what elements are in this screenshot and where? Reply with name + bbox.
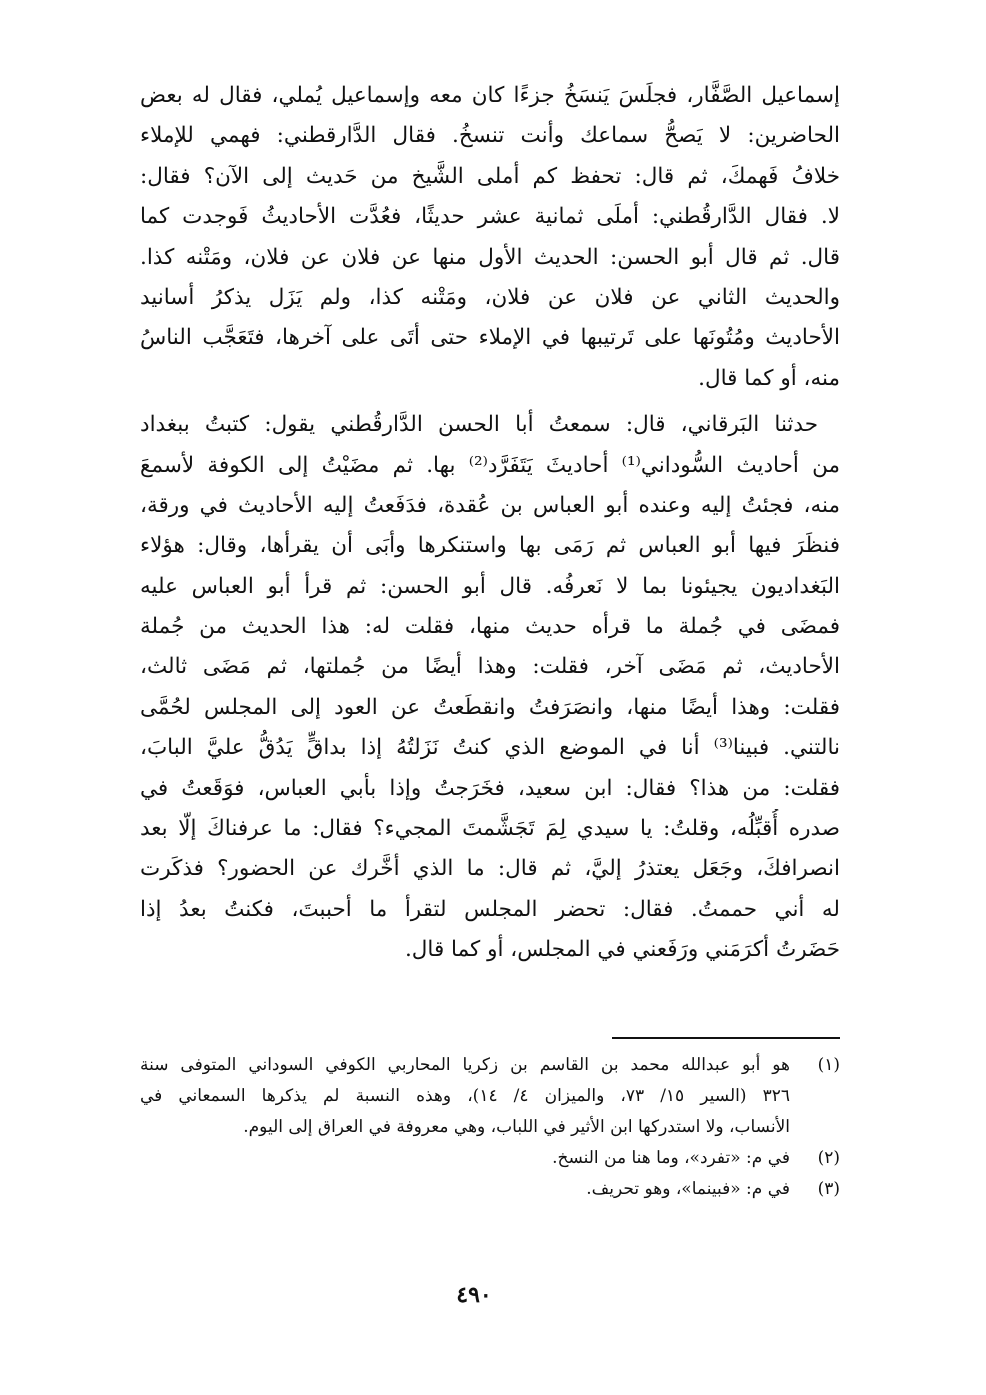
text-line: خلافُ فَهمكَ، ثم قال: تحفظ كم أملى الشَّيخ من حَديث إلى الآن؟ فقال: [140, 163, 840, 189]
text-line: الأحاديث، ثم مَضَى آخر، فقلت: وهذا أيضًا من جُملتها، ثم مَضَى ثالث، [140, 654, 840, 680]
text-line: منه، أو كما قال. [698, 365, 840, 391]
footnote-text: في م: «تفرد»، وما هنا من النسخ. [552, 1148, 790, 1168]
paragraph-1 [140, 76, 840, 399]
footnote-text: في م: «فبينما»، وهو تحريف. [586, 1179, 790, 1199]
footnote-text: ٣٢٦ (السير ١٥/ ٧٣، والميزان ٤/ ١٤)، وهذه النسبة لم يذكرها السمعاني في [140, 1086, 790, 1106]
footnote-number: (١) [817, 1055, 840, 1075]
text-line: نالتني. فبينا⁽³⁾ أنا في الموضع الذي كنتُ نَزَلتُهُ إذا بداقٍّ يَدُقُّ عليَّ البابَ، [140, 735, 840, 761]
text-line: الأحاديث ومُتُونَها على تَرتيبها في الإملاء حتى أتَى على آخرها، فتَعَجَّب الناسُ [140, 325, 840, 351]
main-text [140, 76, 840, 971]
text-line: فقلت: من هذا؟ فقال: ابن سعيد، فخَرَجتُ وإذا بأبي العباس، فوَقَعتُ في [140, 775, 840, 801]
text-line: قال. ثم قال أبو الحسن: الحديث الأول منها عن فلان عن فلان، ومَتْنه كذا. [140, 244, 840, 270]
text-line: من أحاديث السُّوداني⁽¹⁾ أحاديثَ يَتَفَرَّد⁽²⁾ بها. ثم مضَيْتُ إلى الكوفة لأسمعَ [140, 452, 840, 478]
text-line: حدثنا البَرقاني، قال: سمعتُ أبا الحسن الدَّارقُطني يقول: كتبتُ ببغداد [140, 412, 818, 438]
text-line: صدره أُقبِّلُه، وقلتُ: يا سيدي لِمَ تَجَشَّمتَ المجيء؟ فقال: ما عرفناكَ إلّا بعد [140, 816, 840, 842]
footnote-text: هو أبو عبدالله محمد بن القاسم بن زكريا المحاربي الكوفي السوداني المتوفى سنة [140, 1055, 790, 1075]
text-line: لا. فقال الدَّارقُطني: أملَى ثمانية عشر حديثًا، فعُدَّت الأحاديثُ فَوجدت كما [140, 204, 840, 230]
text-line: البَغداديون يجيئونا بما لا نَعرفُه. قال أبو الحسن: ثم قرأ أبو العباس عليه [140, 573, 840, 599]
paragraph-2 [140, 405, 840, 970]
text-line: انصرافكَ، وجَعَل يعتذرُ إليَّ، ثم قال: ما الذي أخَّرك عن الحضور؟ فذكَرت [140, 856, 840, 882]
text-line: له أني حممتُ. فقال: تحضر المجلس لتقرأ ما أحببتَ، فكنتُ بعدُ إذا [140, 896, 840, 922]
text-line: الحاضرين: لا يَصحُّ سماعك وأنت تنسخُ. فقال الدَّارقطني: فهمي للإملاء [140, 123, 840, 149]
footnote-2 [140, 1143, 840, 1174]
text-line: فنظَرَ فيها أبو العباس ثم رَمَى بها واستنكرها وأبَى أن يقرأها، وقال: هؤلاء [140, 533, 840, 559]
footnote-3 [140, 1174, 840, 1205]
footnote-number: (٣) [817, 1179, 840, 1199]
footnote-separator [612, 1037, 840, 1039]
footnote-text: الأنساب، ولا استدركها ابن الأثير في اللباب، وهي معروفة في العراق إلى اليوم. [243, 1117, 790, 1137]
text-line: إسماعيل الصَّفَّار، فجلَسَ يَنسَخُ جزءًا كان معه وإسماعيل يُملي، فقال له بعض [140, 83, 840, 108]
text-line: والحديث الثاني عن فلان عن فلان، ومَتْنه كذا، ولم يَزَل يذكرُ أسانيد [140, 284, 840, 310]
text-line: حَضَرتُ أكرَمَني ورَفَعني في المجلس، أو كما قال. [404, 937, 840, 963]
text-line: فمضَى في جُملة ما قرأه حديث منها، فقلت له: هذا الحديث من جُملة [140, 614, 840, 640]
footnote-1 [140, 1050, 840, 1143]
text-line: منه، فجئتُ إليه وعنده أبو العباس بن عُقدة، فدَفَعتُ إليه الأحاديث في ورقة، [140, 492, 840, 518]
text-line: فقلت: وهذا أيضًا منها، وانصَرَفتُ وانقطَعتُ عن العود إلى المجلس لحُمَّى [140, 694, 840, 720]
footnote-number: (٢) [817, 1148, 840, 1168]
page-number: ٤٩٠ [456, 1282, 492, 1308]
footnotes [140, 1050, 840, 1205]
